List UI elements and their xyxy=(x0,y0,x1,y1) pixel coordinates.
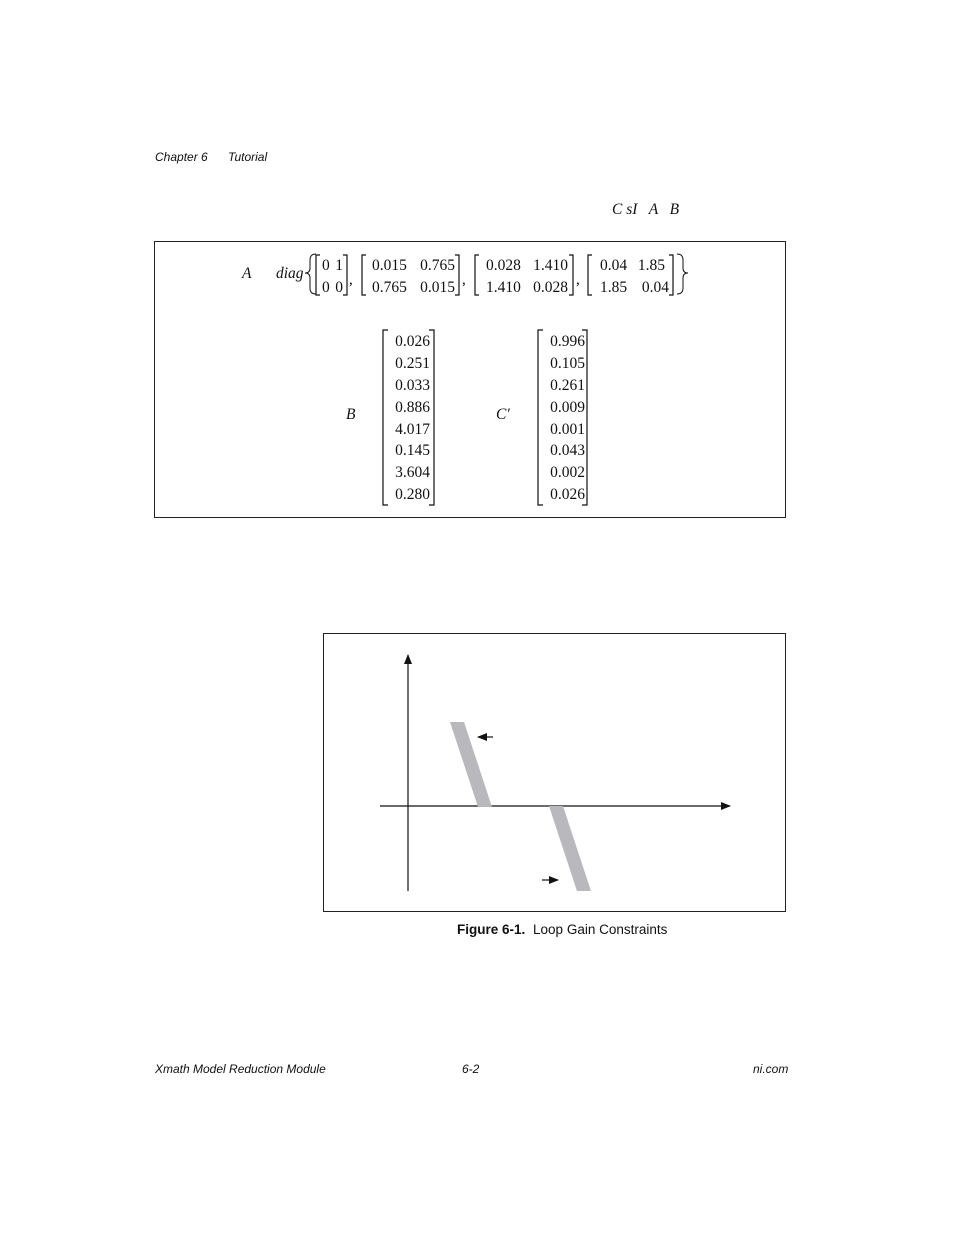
b-vector xyxy=(388,331,430,506)
diag-block-3: 0.028 1.410 1.410 0.028 xyxy=(486,257,568,296)
b-value: 0.033 xyxy=(395,376,430,394)
b-value: 0.145 xyxy=(395,442,430,460)
c-value: 0.009 xyxy=(550,398,585,416)
c-value: 0.043 xyxy=(550,442,585,460)
c-value: 0.261 xyxy=(550,376,585,394)
c-vector xyxy=(543,331,585,506)
b-value: 0.280 xyxy=(395,486,430,504)
svg-text:,: , xyxy=(576,272,580,288)
section-label: Tutorial xyxy=(228,150,268,164)
transfer-function-formula: C sI A B xyxy=(612,201,680,218)
c-value: 0.026 xyxy=(550,486,585,504)
diag-label: diag xyxy=(276,265,304,282)
upper-constraint-band xyxy=(450,722,492,807)
figure-number: Figure 6-1. xyxy=(457,922,526,937)
b-value: 0.251 xyxy=(395,354,430,372)
footer-title: Xmath Model Reduction Module xyxy=(155,1062,326,1076)
footer-url: ni.com xyxy=(753,1062,789,1076)
matrix-b-label: B xyxy=(346,406,356,423)
c-value: 0.105 xyxy=(550,354,585,372)
diag-block-2: 0.015 0.765 0.765 0.015 xyxy=(372,257,455,296)
page-number: 6-2 xyxy=(462,1062,480,1076)
c-value: 0.002 xyxy=(550,464,585,482)
matrix-a-label: A xyxy=(242,265,252,282)
figure-title: Loop Gain Constraints xyxy=(533,922,668,937)
right-brace xyxy=(677,254,688,294)
left-brace xyxy=(305,254,316,294)
chapter-label: Chapter 6 xyxy=(155,150,208,164)
svg-text:,: , xyxy=(462,272,466,288)
matrix-c-label: C′ xyxy=(496,406,510,423)
b-value: 3.604 xyxy=(395,464,430,482)
b-value: 0.886 xyxy=(395,398,430,416)
b-value: 4.017 xyxy=(395,420,430,438)
loop-gain-figure xyxy=(323,633,786,912)
c-value: 0.996 xyxy=(550,333,585,350)
diag-block-1: 0 1 0 0 xyxy=(322,257,343,296)
figure-caption xyxy=(457,922,667,937)
diag-block-4: 0.04 1.85 1.85 0.04 xyxy=(600,257,669,296)
lower-constraint-band xyxy=(549,806,591,891)
c-value: 0.001 xyxy=(550,420,585,438)
svg-text:,: , xyxy=(349,272,353,288)
b-value: 0.026 xyxy=(395,333,430,350)
